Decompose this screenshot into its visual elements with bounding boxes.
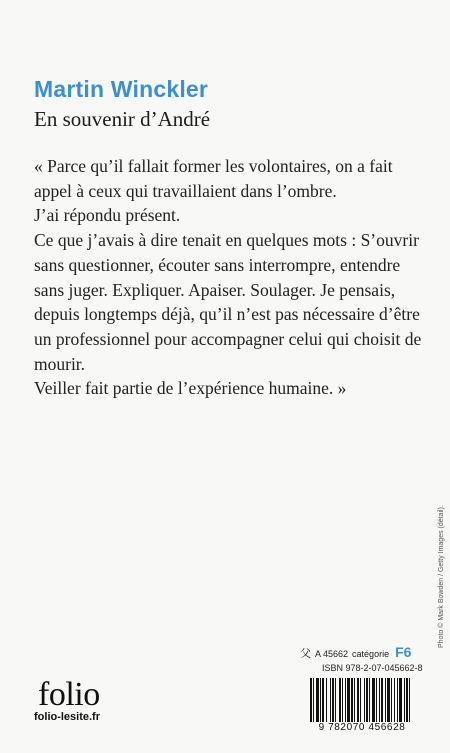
blurb-paragraph: « Parce qu’il fallait former les volontaires, on a fait appel à ceux qui travaillaient dans l’ombre.	[34, 156, 393, 201]
author-name: Martin Winckler	[34, 76, 209, 102]
barcode-bar	[360, 678, 361, 722]
barcode-bar	[320, 678, 321, 722]
barcode-bar	[394, 678, 395, 722]
catalog-symbol-icon: 父	[300, 648, 311, 660]
barcode-bar	[316, 678, 319, 722]
blurb-paragraph: Veiller fait partie de l’expérience humaine. »	[34, 378, 347, 399]
barcode-bar	[391, 678, 392, 722]
barcode-bar	[357, 678, 359, 722]
category-label: catégorie	[352, 649, 390, 659]
barcode-bar	[366, 678, 368, 722]
barcode-bar	[354, 678, 355, 722]
barcode-bar	[406, 678, 408, 722]
barcode-bar	[369, 678, 370, 722]
back-cover-blurb	[34, 154, 430, 401]
blurb-paragraph: Ce que j’avais à dire tenait en quelques mots : S’ouvrir sans questionner, écouter sans interrompre, entendre sans juger. Expliquer. Apaiser. Soulager. Je pensais, depuis longtemps déjà, qu’il n’est pas nécessaire d’être un professionnel pour accompagner celui qui choisit de mourir.	[34, 230, 422, 374]
barcode-bar	[351, 678, 353, 722]
category-code: F6	[395, 644, 412, 660]
barcode-bar	[332, 678, 334, 722]
barcode-bar	[347, 678, 350, 722]
book-title: En souvenir d’André	[34, 107, 211, 131]
publisher-website: folio-lesite.fr	[34, 711, 101, 723]
barcode-bar	[310, 678, 312, 722]
barcode-bar	[404, 678, 405, 722]
barcode-bar	[342, 678, 343, 722]
barcode-bar	[345, 678, 346, 722]
barcode-bar	[339, 678, 341, 722]
catalog-number: A 45662	[315, 649, 349, 659]
barcode-bar	[387, 678, 390, 722]
barcode-bar	[326, 678, 327, 722]
barcode-bar	[409, 678, 410, 722]
barcode-bar	[399, 678, 402, 722]
catalog-line	[300, 644, 411, 661]
barcode-bar	[376, 678, 377, 722]
barcode-bar	[372, 678, 375, 722]
blurb-paragraph: J’ai répondu présent.	[34, 205, 181, 226]
barcode-bar	[385, 678, 386, 722]
barcode-bar	[379, 678, 380, 722]
barcode-bar	[397, 678, 398, 722]
barcode-bar	[364, 678, 365, 722]
barcode-bar	[322, 678, 324, 722]
barcode-bar	[381, 678, 383, 722]
barcode-digits: 9 782070 456628	[300, 722, 424, 733]
photo-credit: Photo © Mark Bowden / Getty Images (détail).	[438, 505, 445, 648]
isbn-text: ISBN 978-2-07-045662-8	[322, 663, 423, 673]
barcode-bar	[335, 678, 336, 722]
barcode-bar	[313, 678, 314, 722]
folio-logo: folio	[38, 676, 100, 713]
barcode-bar	[330, 678, 331, 722]
